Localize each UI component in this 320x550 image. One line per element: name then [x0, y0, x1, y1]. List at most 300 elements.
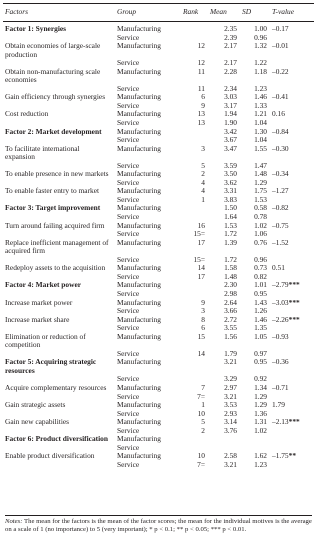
group-cell-text: Service	[117, 118, 140, 128]
factor-cell-text: Redeploy assets to the acquisition	[5, 263, 106, 273]
factor-cell	[3, 281, 115, 290]
group-cell-text: Manufacturing	[117, 382, 161, 392]
sd-cell-text: 1.34	[254, 382, 267, 392]
factor-cell-text: Enable product diversification	[5, 451, 95, 461]
rank-cell-text: 15=	[193, 254, 205, 264]
rank-cell-text: 4	[201, 186, 205, 196]
t-value-cell-text: 1.79	[272, 400, 285, 410]
sd-cell-text: 1.35	[254, 323, 267, 333]
mean-cell-text: 3.14	[224, 417, 237, 427]
sd-cell-text: 0.95	[254, 288, 267, 298]
factor-cell-text: Factor 4: Market power	[5, 280, 81, 290]
table-row	[3, 401, 314, 410]
t-value-cell	[270, 427, 314, 436]
rank-cell-text: 14	[197, 263, 205, 273]
sd-cell-text: 1.36	[254, 408, 267, 418]
t-value-cell-text: –2.26	[272, 314, 289, 324]
sd-cell-text: 1.04	[254, 135, 267, 145]
rank-cell-text: 5	[201, 417, 205, 427]
factor-cell-text: Obtain non-manufacturing scale economies	[5, 66, 101, 85]
table-row	[3, 264, 314, 273]
t-value-cell	[270, 401, 314, 410]
group-cell-text: Service	[117, 32, 140, 42]
rank-cell-text: 17	[197, 237, 205, 247]
mean-cell-text: 2.98	[224, 288, 237, 298]
group-cell-text: Service	[117, 177, 140, 187]
rank-cell-text: 6	[201, 323, 205, 333]
sd-cell-text: 0.97	[254, 348, 267, 358]
rank-cell-text: 5	[201, 160, 205, 170]
group-cell	[115, 68, 181, 85]
sd-cell-text: 1.53	[254, 194, 267, 204]
t-value-cell-text: –0.84	[272, 126, 289, 136]
t-value-cell-text: –1.52	[272, 237, 289, 247]
factor-cell	[3, 187, 115, 196]
group-cell-text: Service	[117, 442, 140, 452]
rank-cell	[181, 22, 208, 34]
table-row	[3, 68, 314, 85]
t-value-cell	[270, 42, 314, 59]
group-cell-text: Service	[117, 83, 140, 93]
sd-cell-text: 1.46	[254, 92, 267, 102]
sd-cell-text: 1.48	[254, 169, 267, 179]
table-row	[3, 316, 314, 325]
group-cell-text: Service	[117, 271, 140, 281]
group-cell-text: Manufacturing	[117, 126, 161, 136]
sd-cell-text: 1.06	[254, 229, 267, 239]
group-cell-text: Manufacturing	[117, 109, 161, 119]
rank-cell-text: 4	[201, 177, 205, 187]
rank-cell	[181, 358, 208, 375]
rank-cell	[181, 427, 208, 436]
group-cell-text: Manufacturing	[117, 314, 161, 324]
rank-cell-text: 16	[197, 220, 205, 230]
t-value-cell	[270, 461, 314, 471]
header-factors: Factors	[3, 4, 115, 22]
t-value-cell	[270, 145, 314, 162]
sd-cell-text: 0.92	[254, 374, 267, 384]
group-cell-text: Manufacturing	[117, 237, 161, 247]
factor-cell	[3, 239, 115, 256]
sd-cell-text: 0.96	[254, 32, 267, 42]
header-rank: Rank	[181, 4, 208, 22]
sd-cell-text: 1.29	[254, 177, 267, 187]
group-cell-text: Service	[117, 212, 140, 222]
rank-cell-text: 7=	[197, 459, 205, 469]
table-row	[3, 22, 314, 34]
factor-cell-text: Replace inefficient management of acquired firm	[5, 237, 109, 256]
mean-cell-text: 2.34	[224, 83, 237, 93]
factor-cell-text: Acquire complementary resources	[5, 382, 107, 392]
group-cell-text: Service	[117, 306, 140, 316]
rank-cell	[181, 435, 208, 444]
factor-cell	[3, 128, 115, 137]
factor-cell	[3, 42, 115, 59]
factor-cell	[3, 68, 115, 85]
factor-cell	[3, 93, 115, 102]
rank-cell-text: 17	[197, 271, 205, 281]
sd-cell	[240, 427, 270, 436]
factor-cell-text: Factor 3: Target improvement	[5, 203, 101, 213]
sd-cell-text: 1.22	[254, 58, 267, 68]
t-value-cell-text: 0.51	[272, 263, 285, 273]
mean-cell-text: 1.79	[224, 348, 237, 358]
group-cell	[115, 239, 181, 256]
mean-cell-text: 3.50	[224, 169, 237, 179]
t-value-cell-text: –0.22	[272, 66, 289, 76]
note-lead: Notes:	[5, 518, 23, 525]
mean-cell-text: 2.97	[224, 382, 237, 392]
group-cell-text: Manufacturing	[117, 203, 161, 213]
rank-cell-text: 10	[197, 451, 205, 461]
factor-cell	[3, 110, 115, 119]
sd-cell-text: 1.29	[254, 391, 267, 401]
sd-cell	[240, 358, 270, 375]
factor-cell	[3, 204, 115, 213]
t-value-cell-text: –0.30	[272, 143, 289, 153]
group-cell-text: Manufacturing	[117, 220, 161, 230]
mean-cell	[208, 333, 240, 350]
sd-cell-text: 1.04	[254, 118, 267, 128]
mean-cell-text: 1.94	[224, 109, 237, 119]
t-value-cell	[270, 170, 314, 179]
group-cell-text: Manufacturing	[117, 263, 161, 273]
t-value-cell	[270, 316, 314, 325]
sd-cell-text: 1.02	[254, 425, 267, 435]
mean-cell-text: 1.90	[224, 118, 237, 128]
table-row	[3, 461, 314, 471]
t-value-cell-text: –0.75	[272, 220, 289, 230]
mean-cell-text: 2.64	[224, 297, 237, 307]
factor-cell	[3, 316, 115, 325]
t-value-cell-text: –0.93	[272, 331, 289, 341]
sd-cell-text: 0.96	[254, 254, 267, 264]
mean-cell-text: 3.62	[224, 177, 237, 187]
header-sd: SD	[240, 4, 270, 22]
sd-cell-text: 1.31	[254, 417, 267, 427]
rank-cell	[181, 145, 208, 162]
t-value-cell	[270, 222, 314, 231]
rank-cell	[181, 461, 208, 471]
rank-cell-text: 12	[197, 41, 205, 51]
mean-cell-text: 3.59	[224, 160, 237, 170]
rank-cell-text: 9	[201, 297, 205, 307]
sd-cell-text: 0.58	[254, 203, 267, 213]
table-row	[3, 128, 314, 137]
factor-cell	[3, 22, 115, 34]
sd-cell-text: 1.05	[254, 331, 267, 341]
sd-cell-text: 0.95	[254, 357, 267, 367]
factor-cell-text: Elimination or reduction of competition	[5, 331, 86, 350]
table-row	[3, 239, 314, 256]
t-value-cell	[270, 204, 314, 213]
t-value-cell	[270, 452, 314, 461]
group-cell-text: Manufacturing	[117, 280, 161, 290]
group-cell-text: Service	[117, 374, 140, 384]
rank-cell	[181, 281, 208, 290]
rank-cell-text: 10	[197, 408, 205, 418]
rank-cell-text: 9	[201, 100, 205, 110]
group-cell-text: Manufacturing	[117, 434, 161, 444]
rank-cell-text: 7=	[197, 391, 205, 401]
factor-cell	[3, 299, 115, 308]
mean-cell-text: 3.47	[224, 143, 237, 153]
factor-cell-text: Factor 1: Synergies	[5, 24, 67, 33]
sd-cell-text: 1.30	[254, 126, 267, 136]
mean-cell-text: 3.21	[224, 391, 237, 401]
mean-cell-text: 2.17	[224, 41, 237, 51]
note-text: The mean for the factors is the mean of the factor scores; the mean for the individual motives is the average on a scale of 1 (no importance) to 5 (very important); * p < 0.1; ** p < 0.05; *** p < 0.01.	[5, 518, 312, 534]
rank-cell	[181, 128, 208, 137]
t-value-cell	[270, 384, 314, 393]
t-value-cell-text: 0.16	[272, 109, 285, 119]
mean-cell-text: 1.64	[224, 212, 237, 222]
factor-cell	[3, 384, 115, 393]
sd-cell	[240, 333, 270, 350]
group-cell-text: Service	[117, 135, 140, 145]
rank-cell-text: 12	[197, 58, 205, 68]
factor-cell	[3, 435, 115, 444]
factor-cell-text: Cost reduction	[5, 109, 49, 119]
t-value-cell	[270, 418, 314, 427]
t-value-cell	[270, 239, 314, 256]
factor-cell	[3, 418, 115, 427]
factor-cell	[3, 145, 115, 162]
t-value-cell	[270, 333, 314, 350]
t-value-cell-text: –3.03	[272, 297, 289, 307]
mean-cell-text: 1.50	[224, 203, 237, 213]
sd-cell-text: 1.26	[254, 306, 267, 316]
mean-cell-text: 1.48	[224, 271, 237, 281]
sd-cell-text: 0.76	[254, 237, 267, 247]
group-cell-text: Manufacturing	[117, 331, 161, 341]
factor-cell-text: Obtain economies of large-scale production	[5, 41, 101, 59]
rank-cell	[181, 350, 208, 359]
mean-cell-text: 1.39	[224, 237, 237, 247]
sd-cell-text: 1.01	[254, 280, 267, 290]
table-row	[3, 170, 314, 179]
rank-cell-text: 2	[201, 425, 205, 435]
sd-cell-text: 1.33	[254, 100, 267, 110]
t-value-cell-text: –0.82	[272, 203, 289, 213]
t-value-cell	[270, 187, 314, 196]
mean-cell-text: 3.83	[224, 194, 237, 204]
group-cell	[115, 145, 181, 162]
sd-cell-text: 1.55	[254, 143, 267, 153]
sd-cell-text: 1.62	[254, 451, 267, 461]
sd-cell-text: 1.29	[254, 400, 267, 410]
t-value-cell-text: –2.13	[272, 417, 289, 427]
mean-cell	[208, 427, 240, 436]
mean-cell-text: 3.29	[224, 374, 237, 384]
factor-cell	[3, 222, 115, 231]
rank-cell-text: 3	[201, 306, 205, 316]
group-cell-text: Manufacturing	[117, 451, 161, 461]
t-value-cell-text: –0.71	[272, 382, 289, 392]
table-note	[5, 515, 312, 534]
group-cell-text: Manufacturing	[117, 66, 161, 76]
significance-stars: **	[288, 451, 297, 461]
t-value-cell	[270, 22, 314, 34]
mean-cell-text: 3.21	[224, 459, 237, 469]
rank-cell-text: 7	[201, 382, 205, 392]
mean-cell	[208, 42, 240, 59]
mean-cell-text: 3.53	[224, 400, 237, 410]
results-table	[3, 3, 314, 470]
rank-cell	[181, 68, 208, 85]
sd-cell-text: 1.46	[254, 314, 267, 324]
significance-stars: ***	[288, 297, 300, 307]
significance-stars: ***	[288, 314, 300, 324]
factor-cell-text: To facilitate international expansion	[5, 143, 80, 162]
mean-cell-text: 2.30	[224, 280, 237, 290]
group-cell-text: Manufacturing	[117, 297, 161, 307]
factor-cell	[3, 170, 115, 179]
factor-cell	[3, 461, 115, 471]
table-row	[3, 333, 314, 350]
mean-cell	[208, 239, 240, 256]
sd-cell-text: 0.73	[254, 263, 267, 273]
group-cell-text: Service	[117, 194, 140, 204]
factor-cell-text: Factor 5: Acquiring strategic resources	[5, 357, 97, 375]
group-cell-text: Manufacturing	[117, 41, 161, 51]
factor-cell-text: Increase market power	[5, 297, 73, 307]
table-row	[3, 110, 314, 119]
table-row	[3, 93, 314, 102]
factor-cell	[3, 452, 115, 461]
sd-cell-text: 0.78	[254, 212, 267, 222]
group-cell-text: Manufacturing	[117, 169, 161, 179]
t-value-cell-text: –2.79	[272, 280, 289, 290]
rank-cell-text: 6	[201, 92, 205, 102]
t-value-cell	[270, 68, 314, 85]
mean-cell-text: 3.31	[224, 186, 237, 196]
table-header-row	[3, 4, 314, 22]
rank-cell-text: 13	[197, 109, 205, 119]
significance-stars: ***	[288, 417, 300, 427]
mean-cell	[208, 68, 240, 85]
rank-cell-text: 11	[197, 66, 205, 76]
sd-cell-text: 1.00	[254, 24, 267, 33]
sd-cell-text: 1.32	[254, 41, 267, 51]
factor-cell	[3, 358, 115, 375]
rank-cell	[181, 196, 208, 205]
significance-stars: ***	[288, 280, 300, 290]
group-cell-text: Service	[117, 323, 140, 333]
factor-cell-text: Increase market share	[5, 314, 70, 324]
factor-cell-text: Gain new capabilities	[5, 417, 70, 427]
group-cell-text: Service	[117, 254, 140, 264]
mean-cell-text: 2.39	[224, 32, 237, 42]
t-value-cell	[270, 358, 314, 375]
rank-cell-text: 11	[197, 83, 205, 93]
group-cell	[115, 358, 181, 375]
group-cell-text: Manufacturing	[117, 357, 161, 367]
sd-cell	[240, 239, 270, 256]
rank-cell-text: 1	[201, 194, 205, 204]
group-cell-text: Service	[117, 160, 140, 170]
sd-cell-text: 1.75	[254, 186, 267, 196]
mean-cell-text: 2.72	[224, 314, 237, 324]
factor-cell-text: Gain efficiency through synergies	[5, 92, 106, 102]
header-t-value: T-value	[270, 4, 314, 22]
t-value-cell-text: –0.41	[272, 92, 289, 102]
group-cell-text: Service	[117, 425, 140, 435]
factor-cell-text: To enable faster entry to market	[5, 186, 100, 196]
rank-cell-text: 1	[201, 400, 205, 410]
group-cell	[115, 42, 181, 59]
rank-cell-text: 3	[201, 143, 205, 153]
sd-cell-text: 1.43	[254, 297, 267, 307]
t-value-cell-text: –1.27	[272, 186, 289, 196]
table-row	[3, 187, 314, 196]
t-value-cell-text: –0.34	[272, 169, 289, 179]
t-value-cell	[270, 299, 314, 308]
mean-cell-text: 1.72	[224, 229, 237, 239]
mean-cell	[208, 145, 240, 162]
group-cell	[115, 461, 181, 471]
group-cell-text: Service	[117, 459, 140, 469]
rank-cell-text: 14	[197, 348, 205, 358]
table-row	[3, 204, 314, 213]
mean-cell-text: 1.53	[224, 220, 237, 230]
sd-cell	[240, 42, 270, 59]
sd-cell	[240, 145, 270, 162]
rank-cell	[181, 333, 208, 350]
group-cell-text: Service	[117, 391, 140, 401]
t-value-cell-text: –1.75	[272, 451, 289, 461]
mean-cell-text: 3.03	[224, 92, 237, 102]
group-cell-text: Manufacturing	[117, 143, 161, 153]
mean-cell	[208, 435, 240, 444]
factor-cell-text: Gain strategic assets	[5, 400, 66, 410]
mean-cell-text: 2.35	[224, 24, 237, 33]
factor-cell-text: To enable presence in new markets	[5, 169, 109, 179]
group-cell-text: Manufacturing	[117, 92, 161, 102]
rank-cell-text: 15	[197, 331, 205, 341]
group-cell-text: Manufacturing	[117, 417, 161, 427]
group-cell-text: Service	[117, 58, 140, 68]
table-row	[3, 418, 314, 427]
header-group: Group	[115, 4, 181, 22]
rank-cell-text: 15=	[193, 229, 205, 239]
rank-cell	[181, 42, 208, 59]
table-row	[3, 299, 314, 308]
group-cell-text: Service	[117, 288, 140, 298]
group-cell-text: Service	[117, 100, 140, 110]
table-row	[3, 358, 314, 375]
group-cell-text: Service	[117, 229, 140, 239]
table-row	[3, 281, 314, 290]
sd-cell-text: 0.82	[254, 271, 267, 281]
table-row	[3, 452, 314, 461]
mean-cell	[208, 461, 240, 471]
sd-cell-text: 1.21	[254, 109, 267, 119]
mean-cell-text: 2.93	[224, 408, 237, 418]
rank-cell-text: 2	[201, 169, 205, 179]
rank-cell	[181, 204, 208, 213]
mean-cell	[208, 358, 240, 375]
factor-cell	[3, 264, 115, 273]
sd-cell	[240, 435, 270, 444]
t-value-cell	[270, 281, 314, 290]
group-cell-text: Manufacturing	[117, 24, 161, 33]
sd-cell	[240, 461, 270, 471]
mean-cell-text: 3.55	[224, 323, 237, 333]
t-value-cell-text: –0.36	[272, 357, 289, 367]
sd-cell	[240, 68, 270, 85]
factor-cell-text: Turn around failing acquired firm	[5, 220, 105, 230]
